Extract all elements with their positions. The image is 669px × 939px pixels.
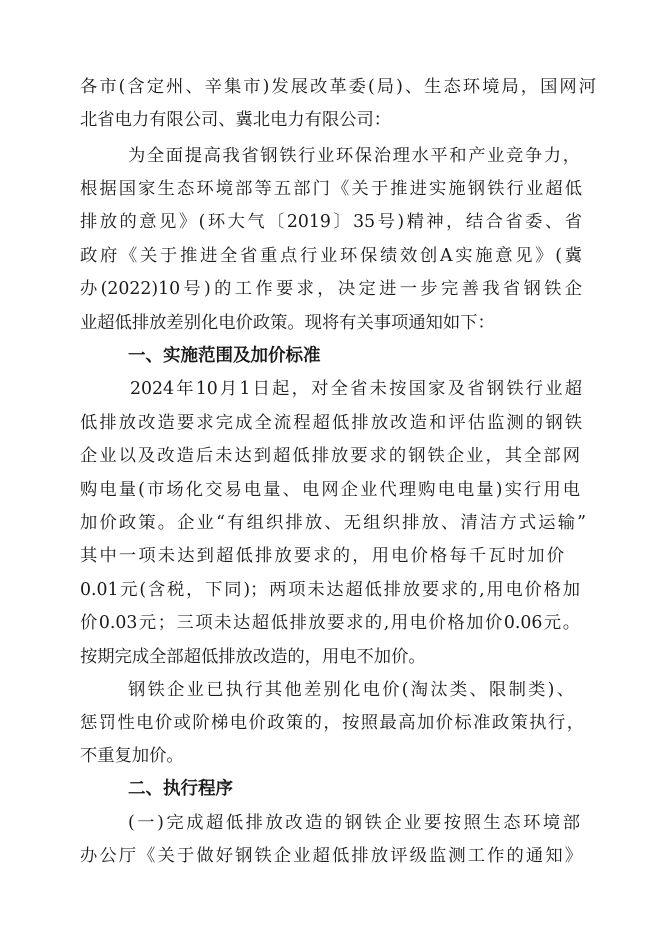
text-line: [0, 507, 669, 539]
text-line: [0, 440, 669, 472]
text-line: [0, 71, 669, 103]
text-line: [0, 540, 669, 572]
line-text: 业超低排放差别化电价政策。现将有关事项通知如下：: [80, 313, 495, 333]
line-text: 钢铁企业已执行其他差别化电价(淘汰类、限制类)、: [128, 680, 574, 700]
text-line: [0, 373, 669, 405]
text-line: [0, 707, 669, 739]
line-text: 低排放改造要求完成全流程超低排放改造和评估监测的钢铁: [80, 413, 582, 433]
line-text: 排放的意见》(环大气〔2019〕35号)精神，结合省委、省: [80, 212, 582, 232]
text-line: [0, 104, 669, 136]
text-line: [0, 173, 669, 205]
text-line: [0, 574, 669, 606]
text-line: [0, 807, 669, 839]
text-line: [0, 474, 669, 506]
text-line: [0, 641, 669, 673]
line-text: 价0.03元；三项未达超低排放要求的,用电价格加价0.06元。: [80, 613, 580, 633]
line-text: 为全面提高我省钢铁行业环保治理水平和产业竞争力，: [128, 146, 580, 166]
text-line: [0, 674, 669, 706]
line-text: 企业以及改造后未达到超低排放要求的钢铁企业，其全部网: [80, 446, 580, 466]
line-text: 其中一项未达到超低排放要求的，用电价格每千瓦时加价: [80, 546, 564, 566]
text-line: [0, 240, 669, 272]
line-text: (一)完成超低排放改造的钢铁企业要按照生态环境部: [128, 813, 580, 833]
heading-text: 一、实施范围及加价标准: [128, 346, 321, 366]
line-text: 根据国家生态环境部等五部门《关于推进实施钢铁行业超低: [80, 179, 582, 199]
text-line: [0, 307, 669, 339]
text-line: [0, 140, 669, 172]
section-heading: [0, 340, 669, 372]
text-line: [0, 206, 669, 238]
heading-text: 二、执行程序: [128, 779, 233, 799]
line-text: 政府《关于推进全省重点行业环保绩效创A实施意见》(冀: [80, 246, 582, 266]
line-text: 北省电力有限公司、冀北电力有限公司：: [80, 110, 392, 130]
line-text: 惩罚性电价或阶梯电价政策的，按照最高加价标准政策执行，: [80, 713, 584, 733]
line-text: 办公厅《关于做好钢铁企业超低排放评级监测工作的通知》: [80, 846, 582, 866]
line-text: 不重复加价。: [80, 746, 184, 766]
line-text: 各市(含定州、辛集市)发展改革委(局)、生态环境局，国网河: [80, 77, 596, 97]
line-text: 加价政策。企业“有组织排放、无组织排放、清洁方式运输”: [80, 513, 586, 533]
line-text: 2024年10月1日起，对全省未按国家及省钢铁行业超: [130, 379, 582, 399]
section-heading: [0, 773, 669, 805]
text-line: [0, 740, 669, 772]
line-text: 购电量(市场化交易电量、电网企业代理购电电量)实行用电: [80, 480, 580, 500]
line-text: 按期完成全部超低排放改造的，用电不加价。: [80, 647, 426, 667]
text-line: [0, 273, 669, 305]
line-text: 办(2022)10号)的工作要求，决定进一步完善我省钢铁企: [80, 279, 582, 299]
text-line: [0, 607, 669, 639]
text-line: [0, 407, 669, 439]
text-line: [0, 840, 669, 872]
line-text: 0.01元(含税，下同)；两项未达超低排放要求的,用电价格加: [80, 580, 580, 600]
